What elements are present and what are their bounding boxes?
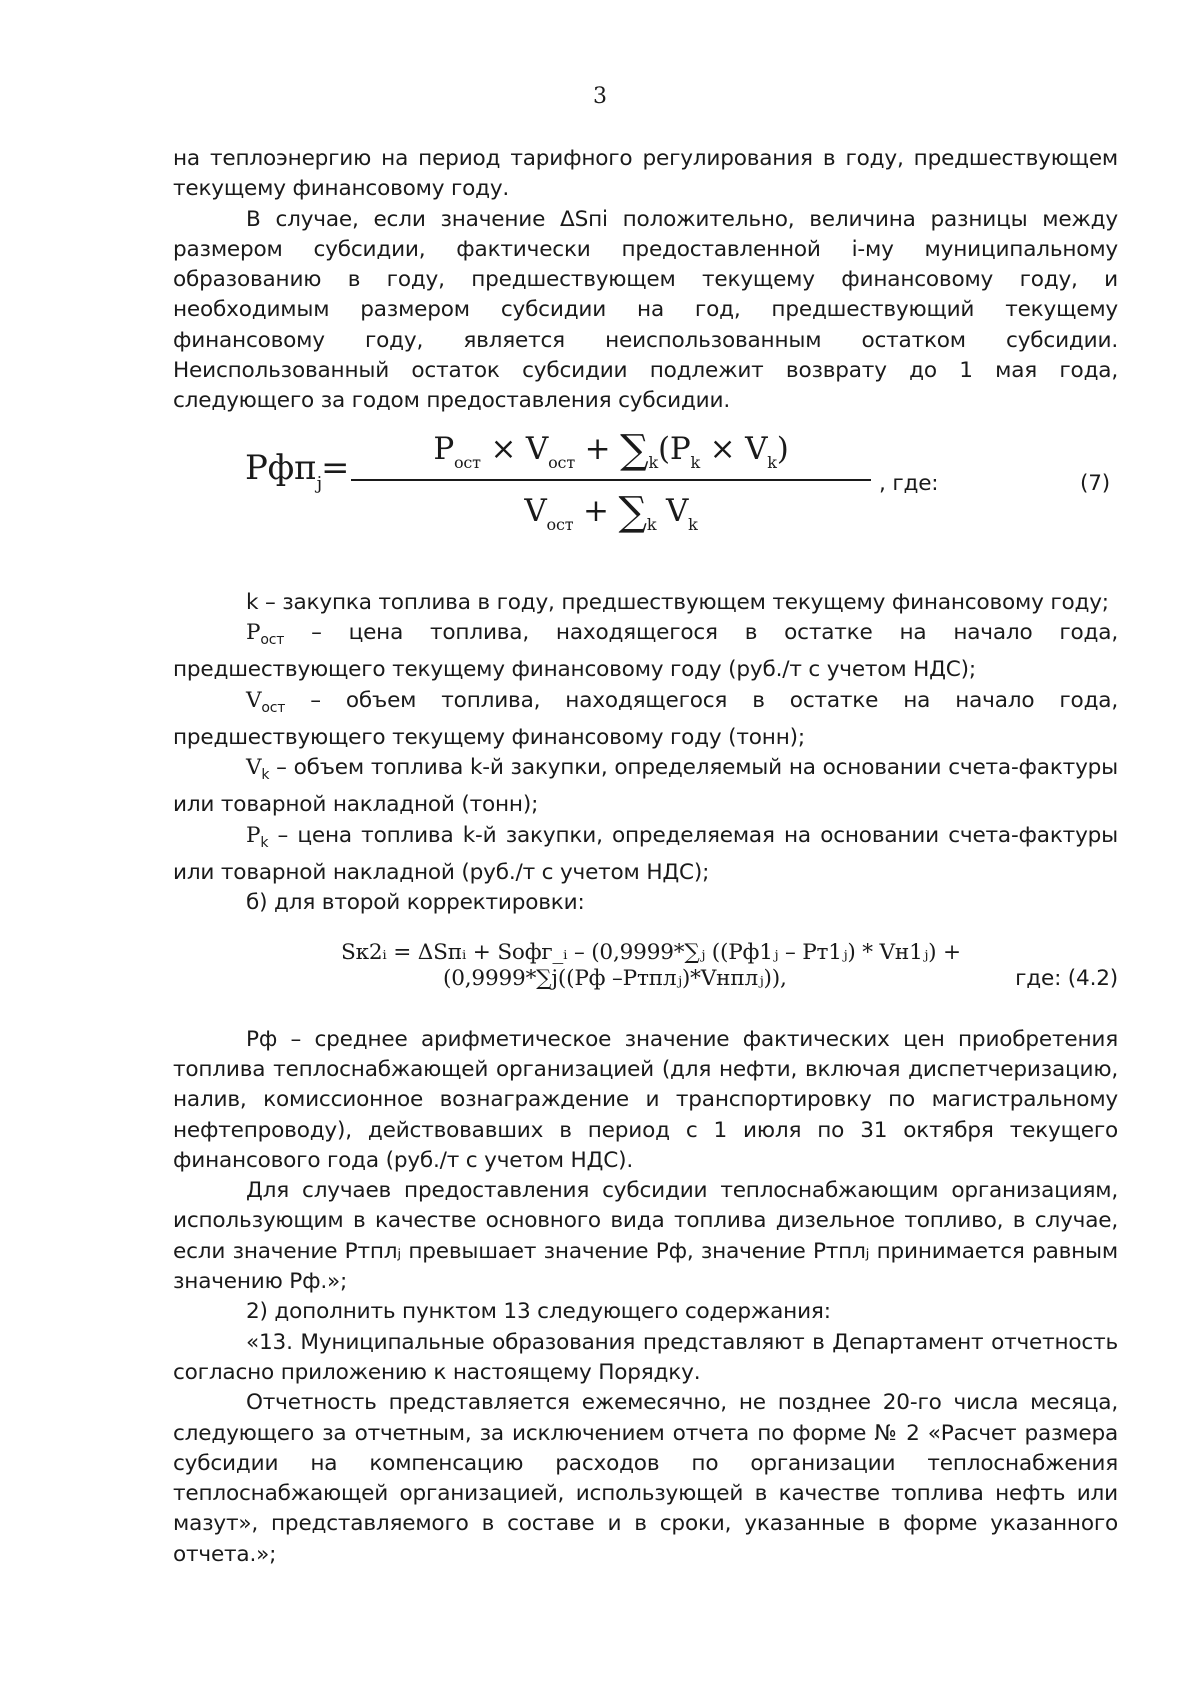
- paragraph-rf-definition: Рф – среднее арифметическое значение фактических цен приобретения топлива теплоснабжающей организацией (для нефти, включая диспетчеризацию, налив, комиссионное вознаграждение и транспортировку по магистральному нефтепроводу), действовавших в период с 1 июля по 31 октября текущего финансового года (руб./т с учетом НДС).: [173, 1026, 1118, 1173]
- sigma-symbol: ∑: [618, 488, 647, 535]
- paragraph-reporting: Отчетность представляется ежемесячно, не позднее 20-го числа месяца, следующего за отчетным, за исключением отчета по форме № 2 «Расчет размера субсидии на компенсацию расходов по организации теплоснабжения теплоснабжающей организацией, использующей в качестве топлива нефть или мазут», представляемого в составе и в сроки, указанные в форме указанного отчета.»;: [173, 1390, 1118, 1567]
- paragraph-diesel: Для случаев предоставления субсидии теплоснабжающим организациям, использующим в качестве основного вида топлива дизельное топливо, в случае, если значение Ртплⱼ превышает значение Рф, значение Ртплⱼ принимается равным значению Рф.»;: [173, 1178, 1118, 1295]
- sigma-symbol: ∑: [620, 426, 649, 473]
- formula-7-equals: =: [321, 447, 350, 488]
- formula-7-fraction: [351, 423, 871, 537]
- paragraph-positive-difference: В случае, если значение ΔSпi положительно, величина разницы между размером субсидии, фактически предоставленной i-му муниципальному образованию в году, предшествующем текущему финансовому году, и необходимым размером субсидии на год, предшествующий текущему финансовому году, является неиспользованным остатком субсидии. Неиспользованный остаток субсидии подлежит возврату до 1 мая года, следующего за годом предоставления субсидии.: [173, 206, 1118, 414]
- document-body: [173, 144, 1118, 1570]
- formula-4-2-line1: Sк2ᵢ = ΔSпᵢ + Sофг_ᵢ – (0,9999*∑ⱼ ((Рф1ⱼ – Рт1ⱼ) * Vн1ⱼ) +: [341, 939, 961, 965]
- page-number: 3: [593, 84, 607, 109]
- paragraph-item-13: «13. Муниципальные образования представляют в Департамент отчетность согласно приложению к настоящему Порядку.: [173, 1329, 1118, 1385]
- formula-7-numerator: $P_{ост} \times V_{ост} + \sum_k(P_k \times V_k)$: [433, 426, 789, 473]
- paragraph-second-correction: б) для второй корректировки:: [246, 890, 585, 916]
- definition-vk: $V_k$ – объем топлива k-й закупки, определяемый на основании счета-фактуры или товарной накладной (тонн);: [173, 755, 1118, 818]
- paragraph-item-2: 2) дополнить пунктом 13 следующего содержания:: [246, 1299, 831, 1325]
- formula-7: [173, 423, 1118, 578]
- formula-7-lhs-symbol: Рфп: [245, 447, 317, 488]
- formula-4-2-line2: (0,9999*∑j((Рф –Ртплⱼ)*Vнплⱼ)),: [443, 965, 787, 991]
- formula-7-lhs: [245, 447, 322, 499]
- definition-v-ost: $V_{ост}$ – объем топлива, находящегося в остатке на начало года, предшествующего текущему финансовому году (тонн);: [173, 687, 1118, 750]
- fraction-bar: [351, 479, 871, 481]
- formula-7-where: , где:: [879, 470, 939, 496]
- formula-4-2: [173, 939, 1118, 1001]
- definition-p-ost: $P_{ост}$ – цена топлива, находящегося в остатке на начало года, предшествующего текущему финансовому году (руб./т с учетом НДС);: [173, 619, 1118, 683]
- paragraph-heat-tariff: на теплоэнергию на период тарифного регулирования в году, предшествующем текущему финансовому году.: [173, 146, 1118, 202]
- formula-4-2-number: где: (4.2): [1015, 965, 1118, 991]
- formula-7-lhs-subscript: j: [316, 472, 322, 494]
- formula-7-number: (7): [1080, 470, 1110, 496]
- definition-k: k – закупка топлива в году, предшествующем текущему финансовому году;: [246, 589, 1109, 615]
- formula-7-denominator: $V_{ост} + \sum_k$ $V_k$: [524, 488, 698, 535]
- definition-pk: $P_k$ – цена топлива k-й закупки, определяемая на основании счета-фактуры или товарной накладной (руб./т с учетом НДС);: [173, 822, 1118, 886]
